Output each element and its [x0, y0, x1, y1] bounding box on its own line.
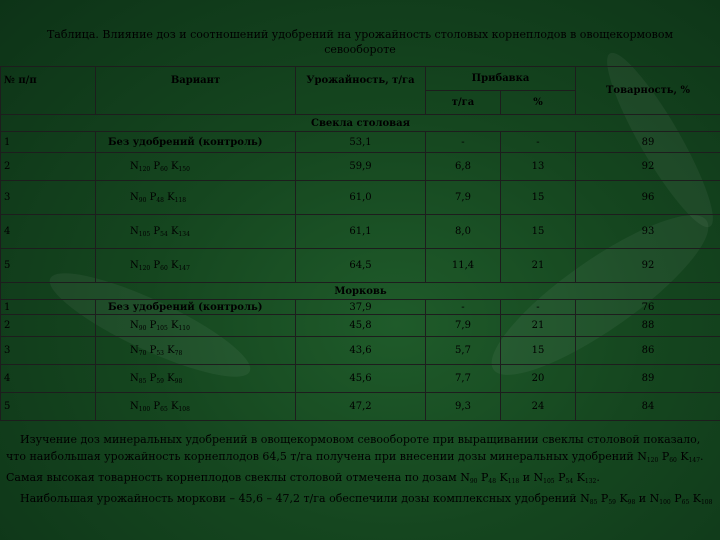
- nutrient-n: $N_{105}$: [533, 471, 555, 485]
- row-marketability: 86: [576, 337, 720, 365]
- section-title: Морковь: [1, 283, 720, 300]
- nutrient-n: $N_{120}$: [637, 450, 659, 464]
- row-increase: -: [426, 300, 501, 315]
- row-yield: 64,5: [296, 249, 426, 283]
- nutrient-n: $N_{90}$: [130, 319, 147, 332]
- row-variant: [96, 393, 296, 421]
- nutrient-k: $K_{132}$: [576, 471, 597, 485]
- row-variant: [96, 181, 296, 215]
- section-title: Свекла столовая: [1, 115, 720, 132]
- row-increase-pct: 24: [501, 393, 576, 421]
- row-yield: 53,1: [296, 132, 426, 153]
- row-marketability: 76: [576, 300, 720, 315]
- row-num: 3: [1, 181, 96, 215]
- nutrient-p: $P_{59}$: [600, 492, 616, 506]
- nutrient-p: $P_{59}$: [149, 372, 164, 385]
- nutrient-p: $P_{60}$: [153, 160, 168, 173]
- row-num: 2: [1, 315, 96, 337]
- page-title: Таблица. Влияние доз и соотношений удобрений на урожайность столовых корнеплодов в овощекормовом севообороте: [46, 28, 674, 56]
- row-increase-pct: -: [501, 300, 576, 315]
- table-row: [1, 315, 720, 337]
- header-yield: Урожайность, т/га: [296, 67, 426, 115]
- row-increase: 8,0: [426, 215, 501, 249]
- row-yield: 43,6: [296, 337, 426, 365]
- table-row: [1, 365, 720, 393]
- row-num: 2: [1, 153, 96, 181]
- paragraph-carrot: [6, 490, 714, 511]
- row-num: 4: [1, 215, 96, 249]
- row-marketability: 84: [576, 393, 720, 421]
- nutrient-n: $N_{120}$: [130, 160, 151, 173]
- row-num: 1: [1, 300, 96, 315]
- nutrient-k: $K_{134}$: [170, 225, 190, 238]
- row-increase: 7,9: [426, 181, 501, 215]
- row-yield: 45,8: [296, 315, 426, 337]
- table-row: [1, 337, 720, 365]
- row-increase: -: [426, 132, 501, 153]
- row-increase-pct: 13: [501, 153, 576, 181]
- nutrient-k: $K_{150}$: [170, 160, 190, 173]
- header-increase-pct: %: [501, 91, 576, 115]
- nutrient-p: $P_{53}$: [149, 344, 164, 357]
- fertilizer-formula: [580, 492, 635, 505]
- header-num: № п/п: [1, 67, 96, 115]
- row-increase: 6,8: [426, 153, 501, 181]
- table-row: [1, 393, 720, 421]
- row-yield: 47,2: [296, 393, 426, 421]
- nutrient-n: $N_{90}$: [460, 471, 478, 485]
- row-yield: 59,9: [296, 153, 426, 181]
- paragraph-text: Изучение доз минеральных удобрений в овощекормовом севообороте при выращивании свеклы столовой показало, что наибольшая урожайность корнеплодов 64,5 т/га получена при внесении дозы минеральных удобрений: [6, 433, 701, 463]
- nutrient-n: $N_{85}$: [130, 372, 147, 385]
- nutrient-k: $K_{98}$: [167, 372, 183, 385]
- table-row: [1, 132, 720, 153]
- row-yield: 45,6: [296, 365, 426, 393]
- fertilizer-formula: [534, 471, 597, 484]
- row-marketability: 92: [576, 153, 720, 181]
- row-variant: [96, 315, 296, 337]
- section-row: [1, 283, 720, 300]
- nutrient-k: $K_{147}$: [680, 450, 701, 464]
- row-increase-pct: 21: [501, 315, 576, 337]
- row-increase: 7,7: [426, 365, 501, 393]
- nutrient-p: $P_{48}$: [149, 191, 164, 204]
- section-row: [1, 115, 720, 132]
- nutrient-p: $P_{65}$: [674, 492, 690, 506]
- row-num: 5: [1, 393, 96, 421]
- row-variant: Без удобрений (контроль): [96, 132, 296, 153]
- nutrient-p: $P_{60}$: [661, 450, 677, 464]
- paragraph-text: и: [635, 492, 650, 505]
- header-marketability: Товарность, %: [576, 67, 720, 115]
- nutrient-k: $K_{98}$: [619, 492, 636, 506]
- paragraph-text: .: [596, 471, 600, 484]
- row-variant: [96, 153, 296, 181]
- row-variant: [96, 215, 296, 249]
- row-marketability: 89: [576, 365, 720, 393]
- header-increase: Прибавка: [426, 67, 576, 91]
- row-increase: 5,7: [426, 337, 501, 365]
- nutrient-p: $P_{48}$: [480, 471, 497, 485]
- row-increase-pct: 15: [501, 181, 576, 215]
- row-marketability: 89: [576, 132, 720, 153]
- table-row: [1, 249, 720, 283]
- paragraph-beet: [6, 431, 714, 490]
- nutrient-k: $K_{78}$: [167, 344, 183, 357]
- row-marketability: 92: [576, 249, 720, 283]
- row-yield: 61,0: [296, 181, 426, 215]
- nutrient-n: $N_{70}$: [130, 344, 147, 357]
- header-variant: Вариант: [96, 67, 296, 115]
- row-yield: 37,9: [296, 300, 426, 315]
- row-num: 1: [1, 132, 96, 153]
- row-increase-pct: 15: [501, 215, 576, 249]
- table-row: [1, 181, 720, 215]
- nutrient-k: $K_{118}$: [499, 471, 520, 485]
- row-variant: [96, 249, 296, 283]
- row-increase: 7,9: [426, 315, 501, 337]
- row-num: 5: [1, 249, 96, 283]
- table-row: [1, 153, 720, 181]
- row-num: 4: [1, 365, 96, 393]
- nutrient-n: $N_{85}$: [580, 492, 598, 506]
- paragraph-text: . Самая высокая товарность корнеплодов свеклы столовой отмечена по дозам: [6, 450, 704, 484]
- row-increase: 11,4: [426, 249, 501, 283]
- nutrient-k: $K_{110}$: [170, 319, 190, 332]
- nutrient-n: $N_{90}$: [130, 191, 147, 204]
- nutrient-p: $P_{54}$: [558, 471, 574, 485]
- yield-table: [0, 66, 720, 421]
- row-variant: [96, 365, 296, 393]
- nutrient-p: $P_{105}$: [149, 319, 168, 332]
- row-num: 3: [1, 337, 96, 365]
- nutrient-n: $N_{100}$: [130, 400, 151, 413]
- nutrient-n: $N_{120}$: [130, 259, 151, 272]
- row-marketability: 88: [576, 315, 720, 337]
- fertilizer-formula: [637, 450, 700, 463]
- nutrient-p: $P_{60}$: [153, 259, 168, 272]
- paragraph-text: Наибольшая урожайность моркови – 45,6 – 47,2 т/га обеспечили дозы комплексных удобрений: [20, 492, 581, 505]
- fertilizer-formula: [460, 471, 519, 484]
- table-row: [1, 215, 720, 249]
- fertilizer-formula: [650, 492, 713, 505]
- row-yield: 61,1: [296, 215, 426, 249]
- nutrient-k: $K_{108}$: [170, 400, 190, 413]
- paragraph-text: и: [519, 471, 534, 484]
- row-increase: 9,3: [426, 393, 501, 421]
- row-variant: [96, 337, 296, 365]
- row-variant: Без удобрений (контроль): [96, 300, 296, 315]
- nutrient-p: $P_{54}$: [153, 225, 168, 238]
- table-row: [1, 300, 720, 315]
- row-marketability: 96: [576, 181, 720, 215]
- nutrient-n: $N_{105}$: [130, 225, 151, 238]
- header-increase-tha: т/га: [426, 91, 501, 115]
- nutrient-n: $N_{100}$: [649, 492, 671, 506]
- row-increase-pct: 15: [501, 337, 576, 365]
- nutrient-k: $K_{108}$: [692, 492, 713, 506]
- row-marketability: 93: [576, 215, 720, 249]
- nutrient-k: $K_{147}$: [170, 259, 190, 272]
- body-text: [6, 431, 714, 511]
- nutrient-p: $P_{65}$: [153, 400, 168, 413]
- row-increase-pct: -: [501, 132, 576, 153]
- row-increase-pct: 21: [501, 249, 576, 283]
- nutrient-k: $K_{118}$: [167, 191, 187, 204]
- row-increase-pct: 20: [501, 365, 576, 393]
